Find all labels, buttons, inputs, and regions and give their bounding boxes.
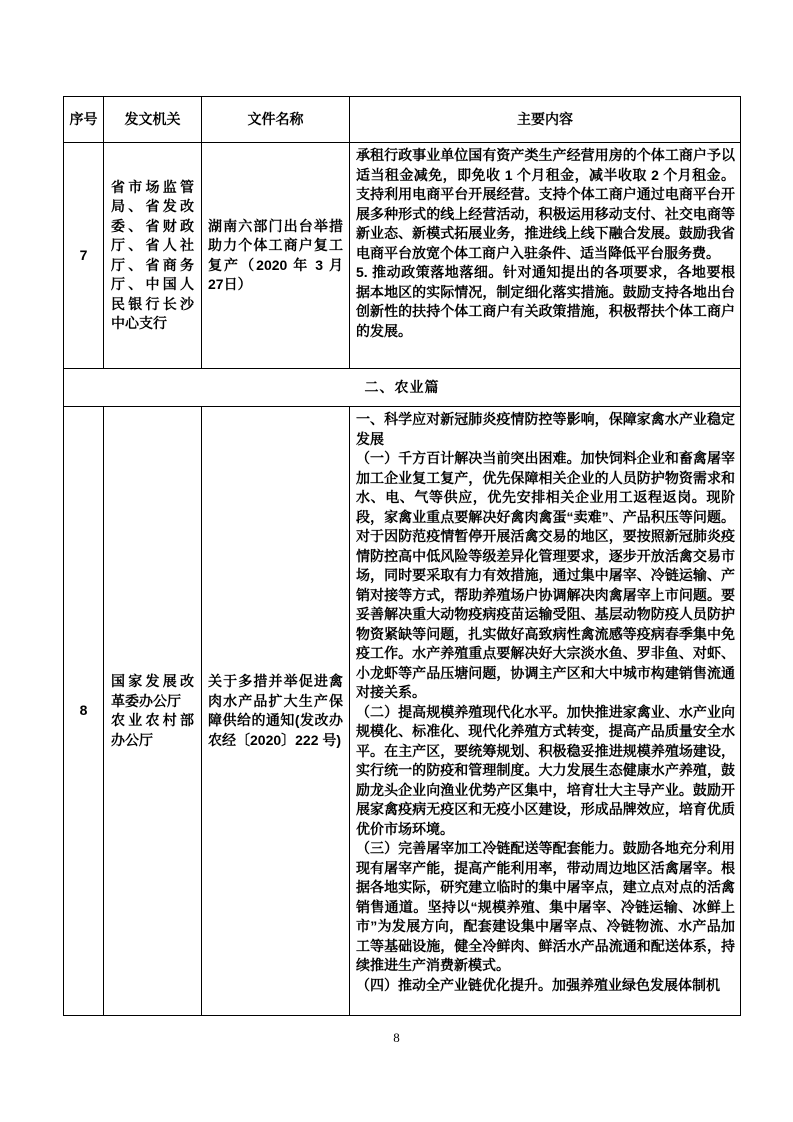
header-seq: 序号 — [64, 97, 104, 143]
section-header-agriculture: 二、农业篇 — [64, 369, 741, 407]
row8-doc-name: 关于多措并举促进禽肉水产品扩大生产保障供给的通知(发改办农经〔2020〕222 号) — [202, 407, 350, 1016]
header-main-content: 主要内容 — [350, 97, 741, 143]
row7-agency: 省市场监管局、省发改委、省财政厅、省人社厅、省商务厅、中国人民银行长沙中心支行 — [104, 143, 202, 369]
agency-line: 国家发展改革委办公厅 — [111, 673, 194, 709]
agency-line: 农业农村部办公厅 — [111, 712, 194, 748]
content-paragraph: 一、科学应对新冠肺炎疫情防控等影响，保障家禽水产业稳定发展 — [356, 411, 735, 447]
row8-agency — [104, 407, 202, 1016]
table-row — [64, 407, 741, 1016]
content-paragraph: （四）推动全产业链优化提升。加强养殖业绿色发展体制机 — [356, 976, 720, 993]
content-paragraph: （三）完善屠宰加工冷链配送等配套能力。鼓励各地充分利用现有屠宰产能，提高产能利用率，带动周边地区活禽屠宰。根据各地实际，研究建立临时的集中屠宰点，建立点对点的活禽销售通道。坚持以“规模养殖、集中屠宰、冷链运输、冰鲜上市”为发展方向，配套建设集中屠宰点、冷链物流、水产品加工等基础设施，健全冷鲜肉、鲜活水产品流通和配送体系，持续推进生产消费新模式。 — [356, 840, 735, 973]
policy-table — [63, 96, 741, 1016]
content-paragraph: （二）提高规模养殖现代化水平。加快推进家禽业、水产业向规模化、标准化、现代化养殖方式转变，提高产品质量安全水平。在主产区，要统筹规划、积极稳妥推进规模养殖场建设，实行统一的防疫和管理制度。大力发展生态健康水产养殖，鼓励龙头企业向渔业优势产区集中，培育壮大主导产业。鼓励开展家禽疫病无疫区和无疫小区建设，形成品牌效应，培育优质优价市场环境。 — [356, 703, 735, 837]
row7-doc-name: 湖南六部门出台举措助力个体工商户复工复产（2020 年 3 月 27日） — [202, 143, 350, 369]
row7-main-content — [350, 143, 741, 369]
header-doc-name: 文件名称 — [202, 97, 350, 143]
content-paragraph: （一）千方百计解决当前突出困难。加快饲料企业和畜禽屠宰加工企业复工复产，优先保障相关企业的人员防护物资需求和水、电、气等供应，优先安排相关企业用工返程返岗。现阶段，家禽业重点要解决好禽肉禽蛋“卖难”、产品积压等问题。对于因防范疫情暂停开展活禽交易的地区，要按照新冠肺炎疫情防控高中低风险等级差异化管理要求，逐步开放活禽交易市场，同时要采取有力有效措施，通过集中屠宰、冷链运输、产销对接等方式，帮助养殖场户协调解决肉禽屠宰上市问题。要妥善解决重大动物疫病疫苗运输受阻、基层动物防疫人员防护物资紧缺等问题，扎实做好高致病性禽流感等疫病春季集中免疫工作。水产养殖重点要解决好大宗淡水鱼、罗非鱼、对虾、小龙虾等产品压塘问题，协调主产区和大中城市构建销售流通对接关系。 — [356, 450, 735, 700]
content-paragraph: 5. 推动政策落地落细。针对通知提出的各项要求，各地要根据本地区的实际情况，制定细化落实措施。鼓励支持各地出台创新性的扶持个体工商户有关政策措施，积极帮扶个体工商户的发展。 — [356, 264, 735, 339]
page-number: 8 — [393, 1030, 400, 1045]
row8-main-content — [350, 407, 741, 1016]
section-header-row — [64, 369, 741, 407]
table-header-row — [64, 97, 741, 143]
row7-seq: 7 — [64, 143, 104, 369]
table-row — [64, 143, 741, 369]
content-paragraph: 承租行政事业单位国有资产类生产经营用房的个体工商户予以适当租金减免，即免收 1 个月租金，减半收取 2 个月租金。支持利用电商平台开展经营。支持个体工商户通过电商平台开展多种形式的线上经营活动，积极运用移动支付、社交电商等新业态、新模式拓展业务，推进线上线下融合发展。鼓励我省电商平台放宽个体工商户入驻条件、适当降低平台服务费。 — [356, 147, 735, 261]
row8-seq: 8 — [64, 407, 104, 1016]
header-agency: 发文机关 — [104, 97, 202, 143]
